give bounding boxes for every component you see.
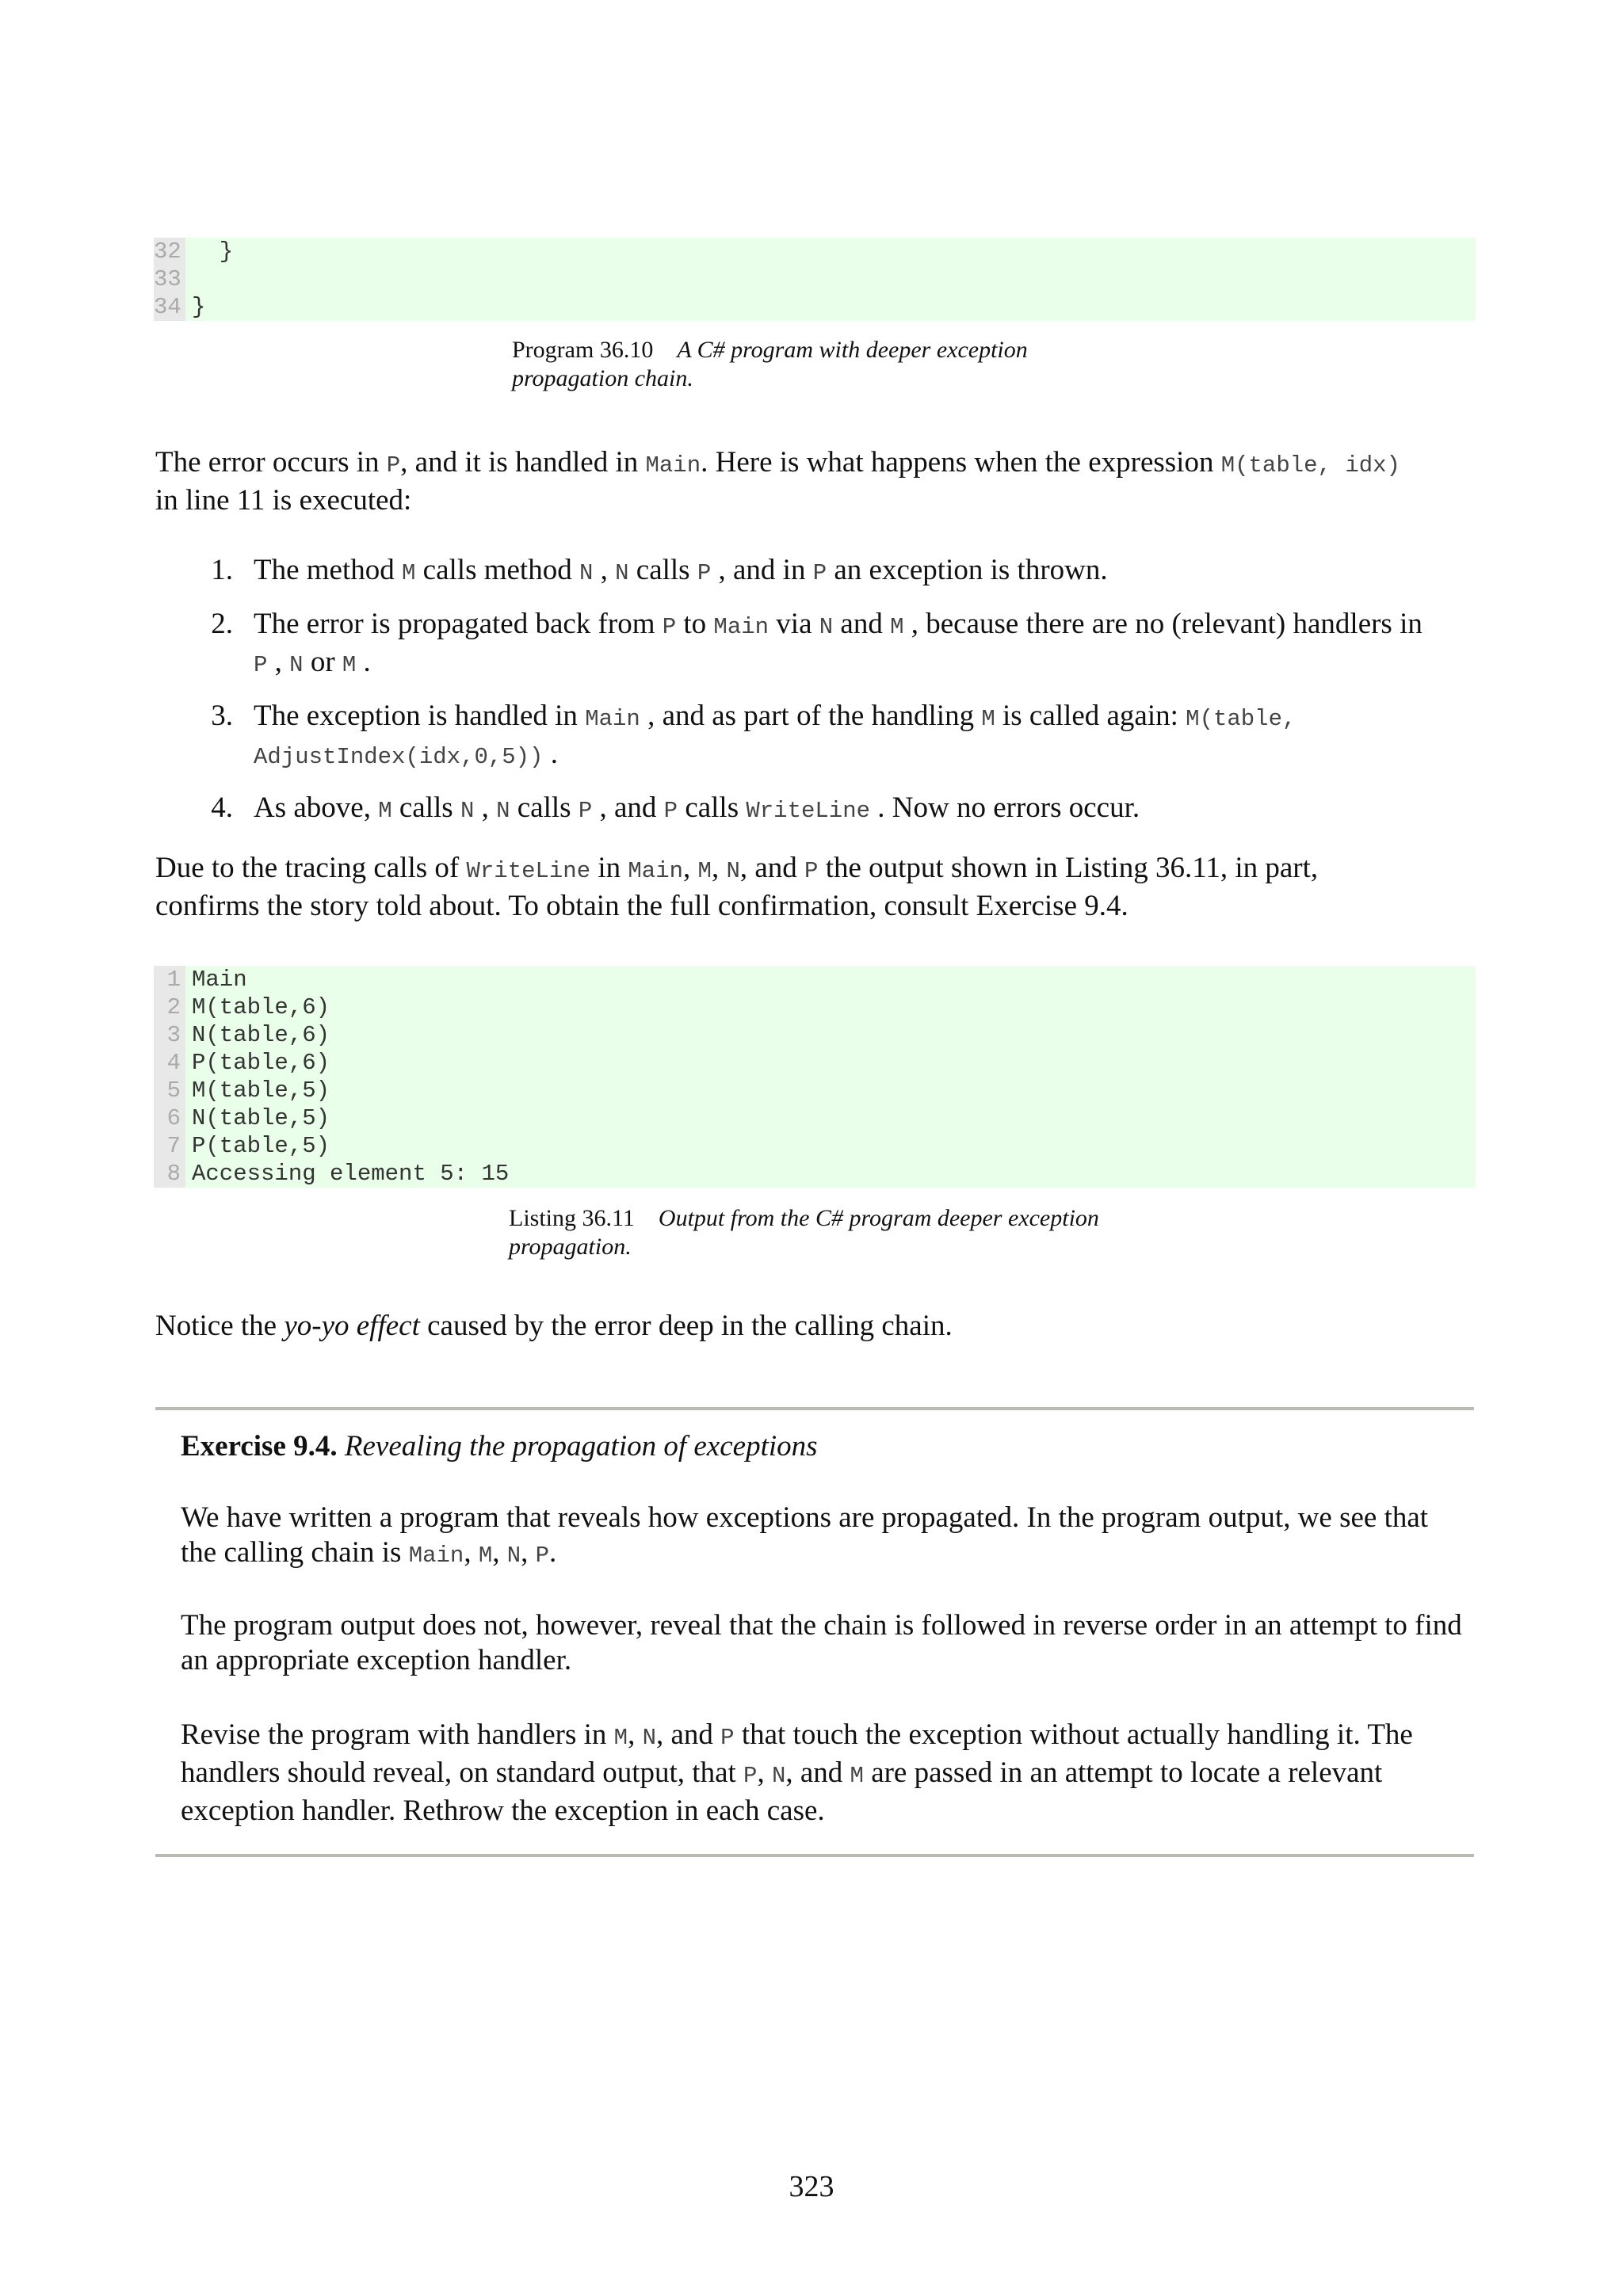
code-inline: N: [496, 798, 510, 824]
code-text: P(table,5): [192, 1133, 330, 1159]
code-inline: WriteLine: [746, 798, 871, 824]
text: .: [549, 1536, 557, 1569]
paragraph-error-intro: [155, 445, 1487, 518]
text: ,: [267, 646, 290, 678]
line-number: 7: [154, 1132, 185, 1160]
code-inline: M: [378, 798, 392, 824]
code-inline: Main: [713, 614, 769, 640]
text: , and: [785, 1756, 850, 1789]
code-inline: N: [615, 560, 629, 586]
code-block-program-end: [154, 238, 1476, 321]
code-inline: P: [804, 858, 819, 884]
code-inline: M: [890, 614, 904, 640]
line-number: 6: [154, 1104, 185, 1132]
code-inline: M: [697, 858, 712, 884]
exercise-heading: [181, 1429, 1465, 1464]
text: the output shown in Listing 36.11, in part,: [818, 852, 1319, 884]
code-line: [154, 1077, 1476, 1104]
code-inline: N: [771, 1763, 786, 1789]
code-line: [154, 265, 1476, 293]
text: ,: [757, 1756, 772, 1789]
list-number: 3.: [211, 700, 233, 732]
list-number: 1.: [211, 554, 233, 586]
line-number: 4: [154, 1049, 185, 1077]
text: , and in: [711, 554, 813, 586]
list-item: [201, 607, 1493, 683]
text: ,: [628, 1718, 643, 1751]
text: ,: [683, 852, 698, 884]
line-number: 2: [154, 994, 185, 1021]
text: calls method: [415, 554, 579, 586]
caption-title: A C# program with deeper exception: [677, 337, 1028, 363]
code-text: P(table,6): [192, 1050, 330, 1076]
line-number: 8: [154, 1160, 185, 1188]
code-inline: Main: [585, 706, 640, 732]
list-item: [201, 553, 1493, 591]
line-number: 1: [154, 966, 185, 994]
text: is called again:: [995, 700, 1186, 732]
text: ,: [521, 1536, 536, 1569]
code-inline: N: [642, 1725, 656, 1751]
text: to: [676, 608, 714, 640]
code-inline: N: [579, 560, 594, 586]
code-inline: N: [506, 1543, 521, 1569]
code-line: [154, 1160, 1476, 1188]
line-number: 32: [154, 238, 185, 265]
text: calls: [678, 791, 747, 824]
code-inline: N: [726, 858, 740, 884]
code-inline: M: [981, 706, 995, 732]
code-line: [154, 1021, 1476, 1049]
text: , and: [655, 1718, 721, 1751]
caption-label: Program 36.10: [512, 337, 654, 363]
exercise-paragraph-3: [181, 1718, 1465, 1829]
code-line: [154, 966, 1476, 994]
code-inline: P: [386, 452, 401, 479]
code-inline: M(table,: [1186, 706, 1296, 732]
code-inline: M: [478, 1543, 493, 1569]
text: in line 11 is executed:: [155, 484, 412, 517]
code-text: Accessing element 5: 15: [192, 1161, 510, 1187]
text: The error is propagated back from: [254, 608, 663, 640]
code-line: [154, 1049, 1476, 1077]
list-item: [201, 791, 1493, 829]
list-number: 4.: [211, 791, 233, 824]
text: , and: [592, 791, 664, 824]
paragraph-yo-yo: [155, 1309, 1487, 1344]
text: .: [356, 646, 371, 678]
text: The error occurs in: [155, 446, 387, 479]
code-inline: P: [720, 1725, 735, 1751]
text: Due to the tracing calls of: [155, 852, 467, 884]
text: in: [590, 852, 628, 884]
code-inline: M: [850, 1763, 864, 1789]
text: calls: [628, 554, 697, 586]
text: The method: [254, 554, 403, 586]
emphasis: yo-yo effect: [284, 1310, 420, 1342]
code-text: N(table,6): [192, 1022, 330, 1048]
propagation-steps-list: [201, 553, 1493, 845]
code-inline: P: [535, 1543, 550, 1569]
text: ,: [464, 1536, 479, 1569]
code-inline: P: [743, 1763, 758, 1789]
text: We have written a program that reveals how exceptions are propagated. In the program output, we see that the calling chain is: [181, 1501, 1429, 1569]
code-line: [154, 1104, 1476, 1132]
code-text: }: [192, 238, 234, 265]
code-text: M(table,6): [192, 994, 330, 1020]
text: , and it is handled in: [400, 446, 646, 479]
code-inline: M: [342, 652, 357, 678]
exercise-label: Exercise 9.4.: [181, 1430, 338, 1463]
line-number: 34: [154, 293, 185, 321]
text: , and: [739, 852, 805, 884]
listing-caption: [509, 1204, 1159, 1261]
exercise-title: Revealing the propagation of exceptions: [344, 1430, 818, 1463]
code-inline: Main: [408, 1543, 464, 1569]
text: The exception is handled in: [254, 700, 586, 732]
text: Notice the: [155, 1310, 285, 1342]
text: via: [769, 608, 819, 640]
paragraph-tracing: [155, 851, 1487, 924]
code-inline: N: [819, 614, 834, 640]
code-line: [154, 293, 1476, 321]
exercise-paragraph-1: [181, 1501, 1465, 1573]
code-inline: M: [613, 1725, 628, 1751]
code-line: [154, 994, 1476, 1021]
code-inline: P: [662, 614, 677, 640]
code-inline: P: [697, 560, 712, 586]
code-inline: M: [402, 560, 416, 586]
text: Revise the program with handlers in: [181, 1718, 614, 1751]
code-inline: Main: [628, 858, 684, 884]
list-number: 2.: [211, 608, 233, 640]
code-text: Main: [192, 967, 247, 993]
text: an exception is thrown.: [827, 554, 1108, 586]
line-number: 3: [154, 1021, 185, 1049]
program-caption: [512, 336, 1114, 393]
text: . Now no errors occur.: [870, 791, 1140, 824]
text: ,: [492, 1536, 507, 1569]
caption-label: Listing 36.11: [509, 1205, 635, 1231]
code-inline: M(table, idx): [1220, 452, 1400, 479]
code-line: [154, 238, 1476, 265]
code-inline: AdjustIndex(idx,0,5)): [254, 744, 544, 770]
caption-title: Output from the C# program deeper exception: [658, 1205, 1099, 1231]
exercise-paragraph-2: The program output does not, however, reveal that the chain is followed in reverse order in an attempt to find an appropriate exception handler.: [181, 1609, 1462, 1676]
code-text: M(table,5): [192, 1077, 330, 1104]
text: confirms the story told about. To obtain the full confirmation, consult Exercise 9.4.: [155, 890, 1128, 922]
code-inline: Main: [645, 452, 701, 479]
text: ,: [711, 852, 727, 884]
text: As above,: [254, 791, 379, 824]
code-inline: N: [460, 798, 475, 824]
code-inline: N: [289, 652, 304, 678]
line-number: 5: [154, 1077, 185, 1104]
text: ,: [474, 791, 497, 824]
code-inline: P: [254, 652, 268, 678]
code-text: N(table,5): [192, 1105, 330, 1131]
text: .: [543, 738, 558, 770]
code-inline: P: [663, 798, 678, 824]
caption-title-cont: propagation chain.: [512, 365, 693, 391]
page-number: 323: [789, 2170, 834, 2203]
text: calls: [391, 791, 460, 824]
text: are passed in an attempt to locate a relevant exception handler. Rethrow the exception in each case.: [181, 1756, 1383, 1827]
text: or: [303, 646, 342, 678]
code-text: }: [192, 294, 206, 320]
text: caused by the error deep in the calling chain.: [419, 1310, 953, 1342]
text: , and as part of the handling: [640, 700, 982, 732]
code-line: [154, 1132, 1476, 1160]
code-inline: P: [812, 560, 827, 586]
text: . Here is what happens when the expression: [701, 446, 1221, 479]
caption-title-cont: propagation.: [509, 1234, 632, 1260]
text: ,: [593, 554, 616, 586]
line-number: 33: [154, 265, 185, 293]
exercise-box: [155, 1407, 1474, 1857]
code-inline: WriteLine: [466, 858, 591, 884]
code-block-output-listing: [154, 966, 1476, 1188]
text: , because there are no (relevant) handlers in: [903, 608, 1423, 640]
text: that touch the exception without actually handling it. The handlers should reveal, on standard output, that: [181, 1718, 1413, 1789]
text: and: [833, 608, 891, 640]
list-item: [201, 699, 1493, 775]
text: calls: [510, 791, 579, 824]
code-inline: P: [578, 798, 593, 824]
